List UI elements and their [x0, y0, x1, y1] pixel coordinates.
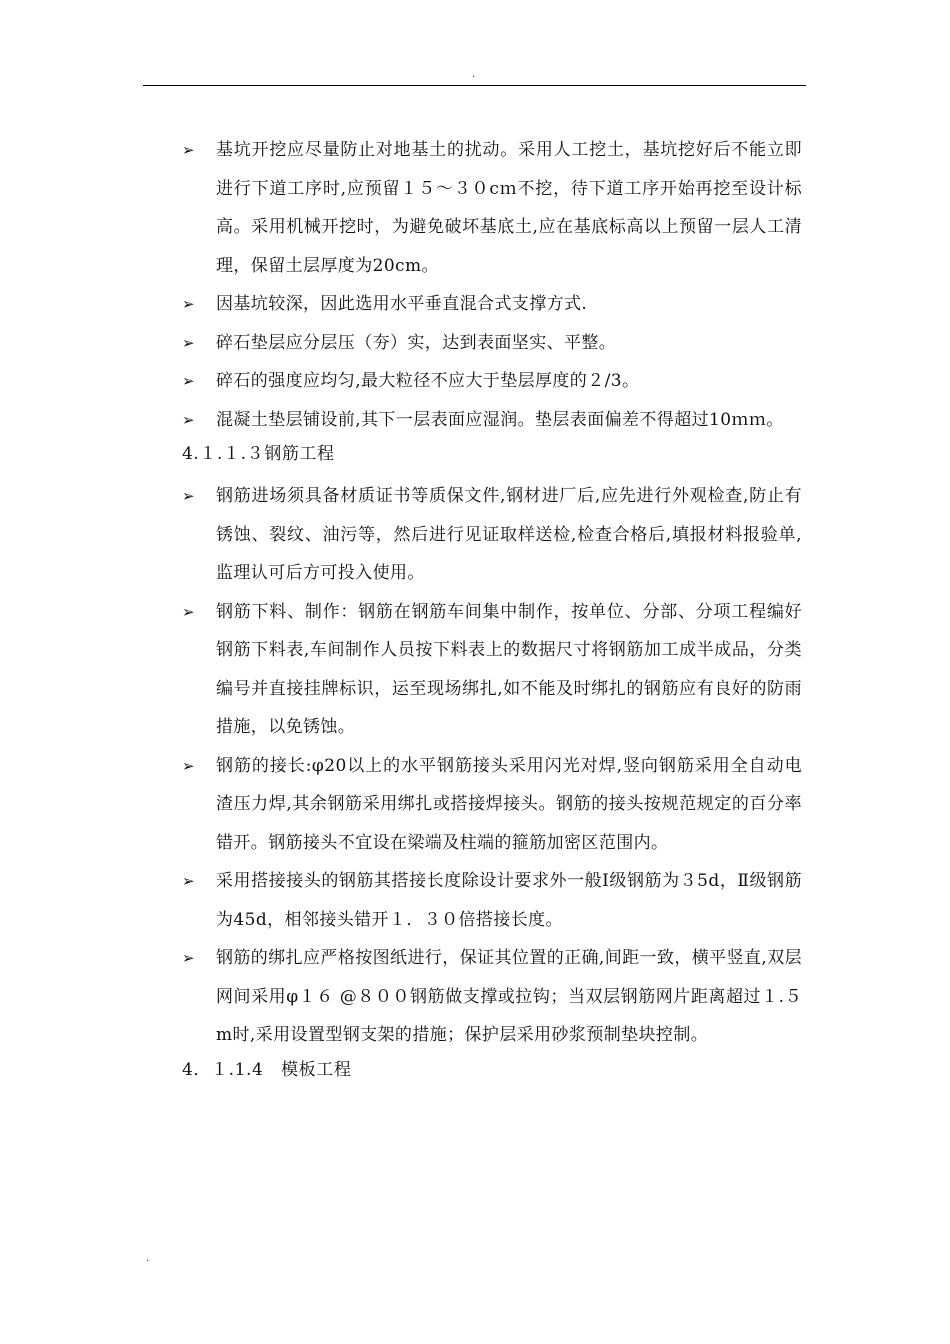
bullet-text: 钢筋的绑扎应严格按图纸进行，保证其位置的正确,间距一致，横平竖直,双层网间采用φ１６ @８００钢筋做支撑或拉钩；当双层钢筋网片距离超过１.５m时,采用设置型钢支架的措施；保护层采用砂浆预制垫块控制。	[216, 948, 802, 1045]
bullet-item	[182, 285, 802, 324]
bullet-item	[182, 401, 802, 440]
bullet-item	[182, 131, 802, 285]
arrow-bullet-icon: ➢	[182, 872, 195, 890]
bullet-item	[182, 939, 802, 1055]
bullet-item	[182, 862, 802, 939]
arrow-bullet-icon: ➢	[182, 602, 195, 621]
bullet-text: 混凝土垫层铺设前,其下一层表面应湿润。垫层表面偏差不得超过10ｍｍ。	[216, 409, 784, 430]
bullet-text: 采用搭接接头的钢筋其搭接长度除设计要求外一般Ⅰ级钢筋为３5d，Ⅱ级钢筋为45d，相邻接头错开１．３０倍搭接长度。	[216, 871, 802, 930]
document-body	[182, 131, 802, 1085]
header-mark: .	[472, 69, 476, 80]
arrow-bullet-icon: ➢	[182, 295, 195, 313]
bullet-text: 因基坑较深，因此选用水平垂直混合式支撑方式.	[216, 294, 588, 314]
arrow-bullet-icon: ➢	[182, 141, 195, 159]
bullet-item	[182, 362, 802, 401]
header-rule	[143, 85, 806, 86]
bullet-text: 钢筋的接长:φ20以上的水平钢筋接头采用闪光对焊,竖向钢筋采用全自动电渣压力焊,其余钢筋采用绑扎或搭接焊接头。钢筋的接头按规范规定的百分率错开。钢筋接头不宜设在梁端及柱端的箍筋加密区范围内。	[216, 755, 802, 853]
bullet-item	[182, 593, 802, 747]
bullet-item	[182, 324, 802, 363]
bullet-text: 基坑开挖应尽量防止对地基土的扰动。采用人工挖土，基坑挖好后不能立即进行下道工序时,应预留１５～３０cｍ不挖，待下道工序开始再挖至设计标高。采用机械开挖时，为避免破坏基底土,应在基底标高以上预留一层人工清理，保留土层厚度为20cm。	[216, 140, 802, 276]
arrow-bullet-icon: ➢	[182, 949, 195, 967]
arrow-bullet-icon: ➢	[182, 756, 195, 775]
bullet-item	[182, 747, 802, 863]
arrow-bullet-icon: ➢	[182, 372, 195, 390]
bullet-item	[182, 477, 802, 593]
bullet-text: 钢筋进场须具备材质证书等质保文件,钢材进厂后,应先进行外观检查,防止有锈蚀、裂纹、油污等，然后进行见证取样送检,检查合格后,填报材料报验单,监理认可后方可投入使用。	[216, 486, 802, 583]
section-heading: 4.１.１.３钢筋工程	[182, 444, 335, 464]
arrow-bullet-icon: ➢	[182, 333, 195, 352]
section-heading: 4．１.1.4 模板工程	[182, 1059, 352, 1080]
bullet-text: 碎石的强度应均匀,最大粒径不应大于垫层厚度的２/3。	[216, 371, 640, 391]
arrow-bullet-icon: ➢	[182, 410, 195, 429]
bullet-text: 钢筋下料、制作：钢筋在钢筋车间集中制作，按单位、分部、分项工程编好钢筋下料表,车间制作人员按下料表上的数据尺寸将钢筋加工成半成品，分类编号并直接挂牌标识，运至现场绑扎,如不能及时绑扎的钢筋应有良好的防雨措施，以免锈蚀。	[216, 601, 802, 737]
bullet-text: 碎石垫层应分层压（夯）实，达到表面坚实、平整。	[216, 332, 617, 353]
footer-mark: .	[146, 1253, 150, 1264]
arrow-bullet-icon: ➢	[182, 487, 195, 505]
